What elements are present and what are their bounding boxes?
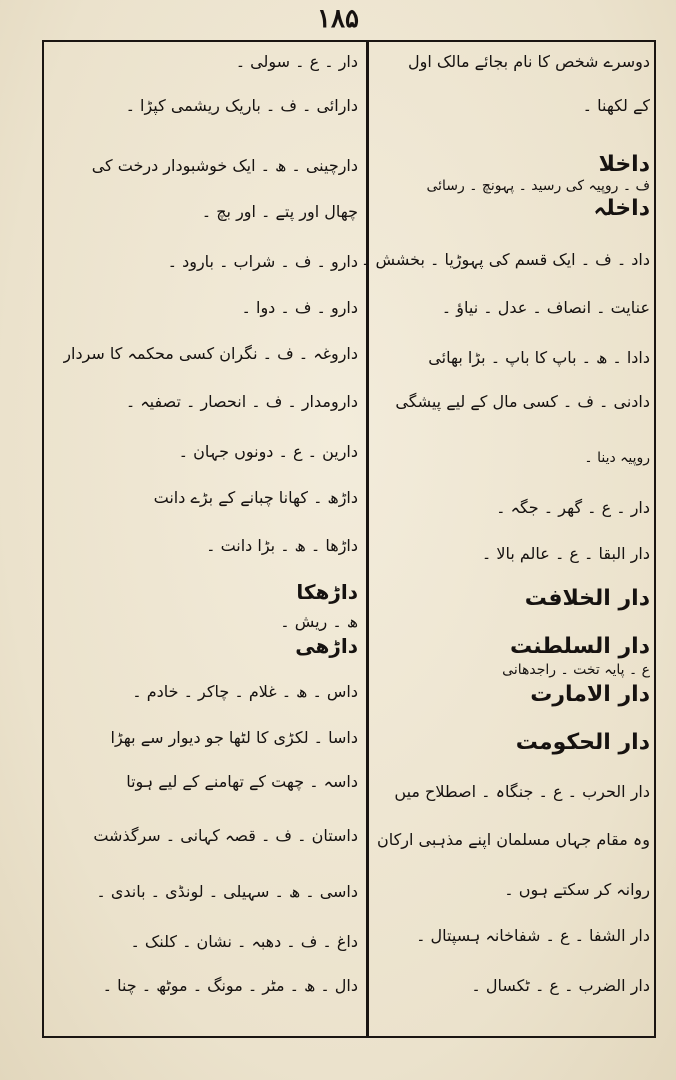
right-column-entry: دار الضرب ۔ ع ۔ ٹکسال ۔ — [471, 976, 650, 995]
right-column-entry: روپیہ دینا ۔ — [584, 450, 650, 466]
left-column-entry: داسی ۔ ھ ۔ سہیلی ۔ لونڈی ۔ باندی ۔ — [96, 882, 358, 901]
right-column-entry: دار الحکومت — [515, 730, 650, 755]
left-column-entry: دار ۔ ع ۔ سولی ۔ — [235, 52, 358, 71]
right-column-entry: وہ مقام جہاں مسلمان اپنے مذہبی ارکان — [377, 830, 650, 849]
right-column-entry: دوسرے شخص کا نام بجائے مالک اول — [408, 52, 650, 71]
left-column-entry: دارو ۔ ف ۔ شراب ۔ بارود ۔ — [167, 252, 358, 271]
right-column-entry: ع ۔ پایہ تخت ۔ راجدھانی — [502, 662, 650, 678]
left-column-entry: دارچینی ۔ ھ ۔ ایک خوشبودار درخت کی — [91, 156, 358, 175]
right-column-entry: دار البقا ۔ ع ۔ عالم بالا ۔ — [481, 544, 650, 563]
left-column-entry: چھال اور پتے ۔ اور بچ ۔ — [201, 202, 358, 221]
left-column-entry: دارومدار ۔ ف ۔ انحصار ۔ تصفیہ ۔ — [125, 392, 358, 411]
left-column-entry: داسا ۔ لکڑی کا لٹھا جو دیوار سے بھڑا — [110, 728, 358, 747]
right-column-entry: ف ۔ روپیہ کی رسید ۔ پہونچ ۔ رسائی — [426, 178, 650, 194]
right-column-entry: داد ۔ ف ۔ ایک قسم کی پہوڑیا ۔ بخشش ۔ — [361, 250, 650, 269]
right-column-entry: کے لکھنا ۔ — [582, 96, 650, 115]
right-column-entry: روانہ کر سکتے ہوں ۔ — [504, 880, 650, 899]
left-column-entry: دارائی ۔ ف ۔ باریک ریشمی کپڑا ۔ — [125, 96, 358, 115]
left-column-entry: دال ۔ ھ ۔ مٹر ۔ مونگ ۔ موٹھ ۔ چنا ۔ — [102, 976, 358, 995]
page-number: ۱۸۵ — [317, 4, 359, 34]
right-column-entry: دار السلطنت — [509, 634, 650, 659]
right-column-entry: دادا ۔ ھ ۔ باپ کا باپ ۔ بڑا بھائی — [428, 348, 650, 367]
right-column-entry: دار الشفا ۔ ع ۔ شفاخانہ ہسپتال ۔ — [416, 926, 650, 945]
left-column-entry: داس ۔ ھ ۔ غلام ۔ چاکر ۔ خادم ۔ — [132, 682, 358, 701]
right-column-entry: داخلہ — [593, 196, 650, 221]
left-column-entry: داغ ۔ ف ۔ دھبہ ۔ نشان ۔ کلنک ۔ — [130, 932, 358, 951]
left-column-entry: داڑھ ۔ کھانا چبانے کے بڑے دانت — [153, 488, 358, 507]
right-column-entry: دار الحرب ۔ ع ۔ جنگاہ ۔ اصطلاح میں — [394, 782, 650, 801]
right-column-entry: عنایت ۔ انصاف ۔ عدل ۔ نیاؤ ۔ — [441, 298, 650, 317]
right-column-entry: داخلا — [598, 152, 650, 177]
right-column-entry: دادنی ۔ ف ۔ کسی مال کے لیے پیشگی — [395, 392, 650, 411]
left-column-entry: داڑھا ۔ ھ ۔ بڑا دانت ۔ — [206, 536, 358, 555]
left-column-entry: ھ ۔ ریش ۔ — [280, 612, 358, 631]
left-column-entry: داڑھی — [295, 634, 358, 658]
column-divider — [366, 42, 369, 1038]
right-column-entry: دار ۔ ع ۔ گھر ۔ جگہ ۔ — [496, 498, 650, 517]
right-column-entry: دار الخلافت — [524, 586, 650, 611]
left-column-entry: دارین ۔ ع ۔ دونوں جہان ۔ — [178, 442, 358, 461]
left-column-entry: دارو ۔ ف ۔ دوا ۔ — [241, 298, 358, 317]
left-column-entry: داسہ ۔ چھت کے تھامنے کے لیے ہوتا — [126, 772, 358, 791]
left-column-entry: داستان ۔ ف ۔ قصہ کہانی ۔ سرگذشت — [93, 826, 358, 845]
right-column-entry: دار الامارت — [530, 682, 650, 707]
left-column-entry: داڑھکا — [296, 580, 358, 604]
left-column-entry: داروغہ ۔ ف ۔ نگران کسی محکمہ کا سردار — [63, 344, 358, 363]
